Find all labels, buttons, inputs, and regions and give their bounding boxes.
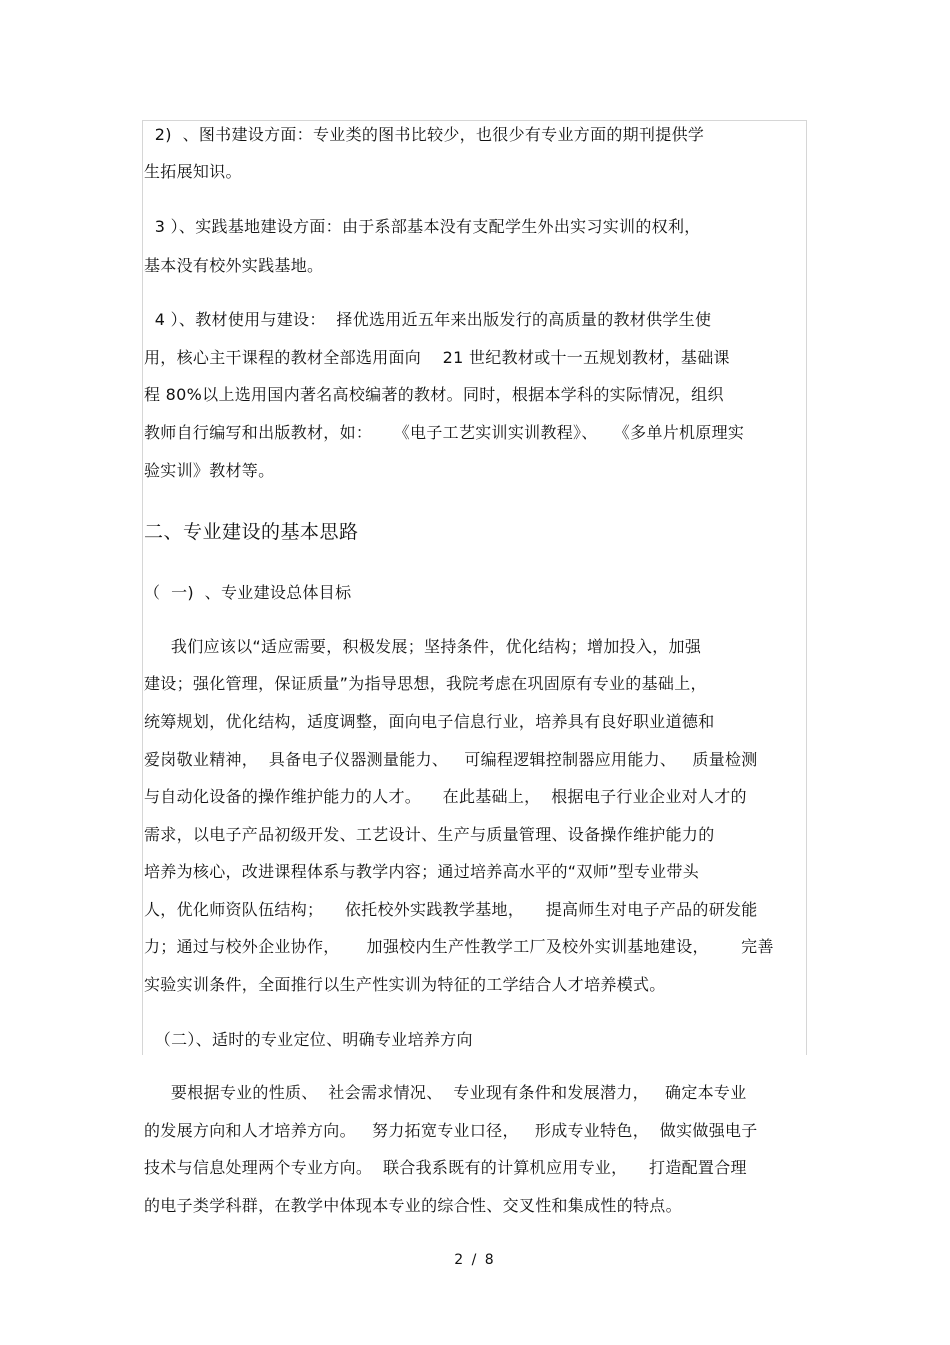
- subsection-1-line-5: 与自动化设备的操作维护能力的人才。 在此基础上， 根据电子行业企业对人才的: [144, 787, 747, 806]
- item-2-line-2: 生拓展知识。: [144, 162, 242, 181]
- item-4-line-5: 验实训》教材等。: [144, 461, 275, 480]
- subsection-1-line-8: 人，优化师资队伍结构； 依托校外实践教学基地， 提高师生对电子产品的研发能: [144, 900, 758, 919]
- item-4-line-3: 程 80%以上选用国内著名高校编著的教材。同时，根据本学科的实际情况，组织: [144, 385, 724, 404]
- subsection-2-line-2: 的发展方向和人才培养方向。 努力拓宽专业口径， 形成专业特色， 做实做强电子: [144, 1121, 758, 1140]
- subsection-1-title: （ 一) 、专业建设总体目标: [144, 583, 352, 602]
- item-3-line-2: 基本没有校外实践基地。: [144, 256, 324, 275]
- item-4-line-2: 用，核心主干课程的教材全部选用面向 21 世纪教材或十一五规划教材，基础课: [144, 348, 730, 367]
- item-2-line-1: 2) 、图书建设方面：专业类的图书比较少，也很少有专业方面的期刊提供学: [144, 125, 705, 144]
- item-4-line-1: 4 ）、教材使用与建设： 择优选用近五年来出版发行的高质量的教材供学生使: [144, 310, 712, 329]
- subsection-2-title: （二）、适时的专业定位、明确专业培养方向: [144, 1030, 473, 1049]
- subsection-1-line-3: 统筹规划，优化结构，适度调整，面向电子信息行业，培养具有良好职业道德和: [144, 712, 715, 731]
- item-3-line-1: 3 ）、实践基地建设方面：由于系部基本没有支配学生外出实习实训的权利，: [144, 217, 701, 236]
- subsection-2-line-3: 技术与信息处理两个专业方向。 联合我系既有的计算机应用专业， 打造配置合理: [144, 1158, 747, 1177]
- subsection-2-line-4: 的电子类学科群，在教学中体现本专业的综合性、交叉性和集成性的特点。: [144, 1196, 682, 1215]
- page-number: 2 / 8: [454, 1252, 496, 1268]
- item-4-line-4: 教师自行编写和出版教材，如： 《电子工艺实训实训教程》、 《多单片机原理实: [144, 423, 745, 442]
- subsection-1-line-2: 建设；强化管理，保证质量”为指导思想，我院考虑在巩固原有专业的基础上，: [144, 674, 707, 693]
- subsection-1-line-9: 力；通过与校外企业协作， 加强校内生产性教学工厂及校外实训基地建设， 完善: [144, 937, 774, 956]
- subsection-1-line-7: 培养为核心，改进课程体系与教学内容；通过培养高水平的“双师”型专业带头: [144, 862, 700, 881]
- subsection-1-line-4: 爱岗敬业精神， 具备电子仪器测量能力、 可编程逻辑控制器应用能力、 质量检测: [144, 750, 758, 769]
- section-2-heading: 二、专业建设的基本思路: [144, 521, 359, 543]
- frame-line-top: [142, 120, 807, 121]
- subsection-1-line-10: 实验实训条件，全面推行以生产性实训为特征的工学结合人才培养模式。: [144, 975, 666, 994]
- subsection-2-line-1: 要根据专业的性质、 社会需求情况、 专业现有条件和发展潜力， 确定本专业: [144, 1083, 747, 1102]
- subsection-1-line-6: 需求，以电子产品初级开发、工艺设计、生产与质量管理、设备操作维护能力的: [144, 825, 715, 844]
- frame-line-left: [142, 120, 143, 1055]
- subsection-1-line-1: 我们应该以“适应需要，积极发展；坚持条件，优化结构；增加投入，加强: [144, 637, 702, 656]
